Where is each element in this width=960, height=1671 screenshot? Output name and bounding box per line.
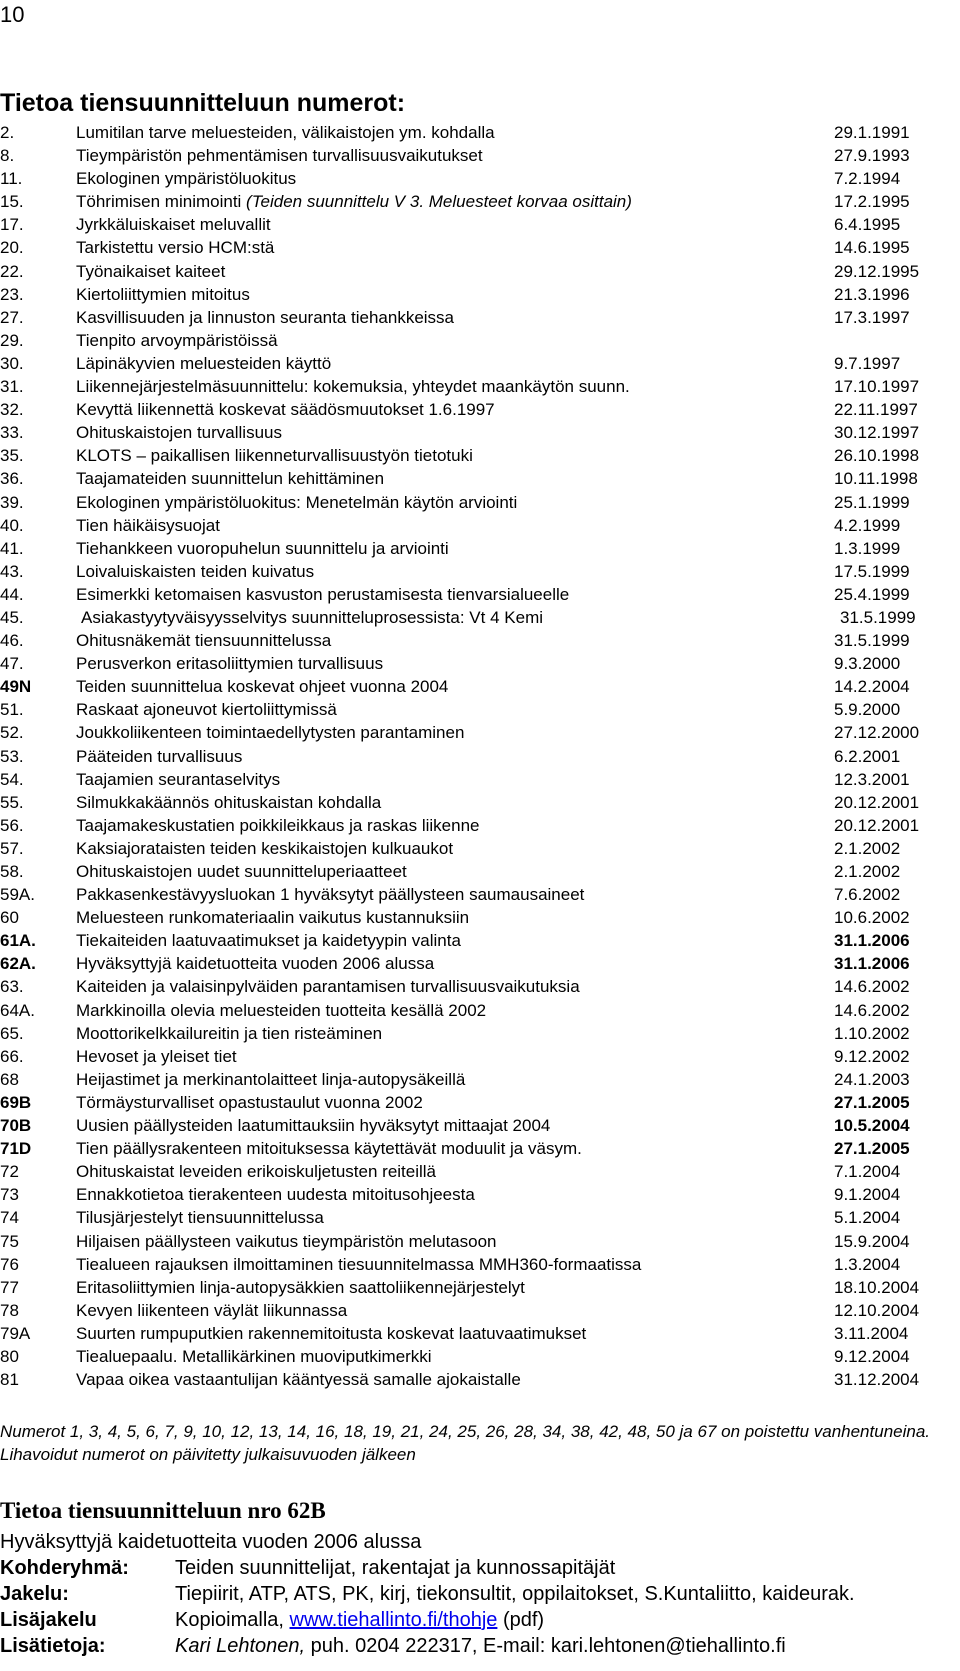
item-date: 27.1.2005 — [834, 1139, 910, 1159]
publication-info — [0, 1555, 960, 1659]
list-item — [0, 352, 960, 375]
list-item — [0, 444, 960, 467]
item-number: 58. — [0, 862, 24, 881]
list-item — [0, 283, 960, 306]
item-number: 2. — [0, 123, 15, 142]
list-item — [0, 1022, 960, 1045]
item-date: 5.9.2000 — [834, 700, 901, 720]
lisajakelu-prefix: Kopioimalla, — [175, 1609, 290, 1631]
item-date: 17.2.1995 — [834, 192, 910, 212]
item-date: 30.12.1997 — [834, 423, 920, 443]
item-title: Loivaluiskaisten teiden kuivatus — [76, 561, 315, 581]
item-title: Taajamien seurantaselvitys — [76, 769, 281, 789]
item-number: 20. — [0, 238, 24, 258]
item-number: 76 — [0, 1254, 19, 1274]
item-number: 73 — [0, 1185, 19, 1205]
list-item — [0, 190, 960, 213]
list-item — [0, 860, 960, 883]
item-number: 70B — [0, 1116, 32, 1136]
item-date: 10.11.1998 — [834, 469, 918, 489]
list-item — [0, 1068, 960, 1091]
list-item — [0, 837, 960, 860]
item-number: 8. — [0, 146, 15, 166]
item-date: 20.12.2001 — [834, 815, 920, 835]
item-title: Tiealueen rajauksen ilmoittaminen tiesuunnitelmassa MMH360-formaatissa — [76, 1254, 642, 1274]
list-item — [0, 236, 960, 259]
item-number: 32. — [0, 400, 24, 420]
item-number: 69B — [0, 1092, 32, 1112]
list-item — [0, 675, 960, 698]
item-title: Suurten rumpuputkien rakennemitoitusta koskevat laatuvaatimukset — [76, 1323, 587, 1343]
list-item — [0, 1299, 960, 1322]
item-number: 41. — [0, 538, 24, 558]
list-item — [0, 329, 960, 352]
list-item — [0, 906, 960, 929]
item-title: Hevoset ja yleiset tiet — [76, 1046, 237, 1066]
item-title: Kiertoliittymien mitoitus — [76, 284, 250, 304]
item-number: 27. — [0, 307, 24, 327]
item-date: 12.3.2001 — [834, 769, 910, 789]
item-title: KLOTS – paikallisen liikenneturvallisuustyön tietotuki — [76, 446, 473, 466]
item-date: 9.3.2000 — [834, 654, 901, 674]
list-item — [0, 1368, 960, 1391]
item-title: Työnaikaiset kaiteet — [76, 261, 226, 281]
page-number: 10 — [0, 2, 25, 27]
item-number: 11. — [0, 169, 23, 189]
item-number: 47. — [0, 654, 24, 674]
item-number: 46. — [0, 631, 24, 651]
list-item — [0, 1183, 960, 1206]
item-title: Taajamakeskustatien poikkileikkaus ja raskas liikenne — [76, 815, 480, 835]
item-title: Raskaat ajoneuvot kiertoliittymissä — [76, 700, 337, 720]
item-date: 4.2.1999 — [834, 515, 901, 535]
item-title: Tien päällysrakenteen mitoituksessa käytettävät moduulit ja väsym. — [76, 1139, 582, 1159]
item-title-note: (Teiden suunnittelu V 3. Meluesteet korvaa osittain) — [241, 192, 632, 212]
item-date: 17.10.1997 — [834, 377, 920, 397]
info-row-jakelu — [0, 1581, 960, 1607]
item-date: 31.1.2006 — [834, 954, 910, 974]
item-title: Eritasoliittymien linja-autopysäkkien saattoliikennejärjestelyt — [76, 1277, 525, 1297]
item-title: Tieympäristön pehmentämisen turvallisuusvaikutukset — [76, 146, 483, 166]
list-item — [0, 537, 960, 560]
item-number: 31. — [0, 377, 24, 397]
item-title: Pakkasenkestävyysluokan 1 hyväksytyt päällysteen saumausaineet — [76, 885, 585, 905]
item-number: 75 — [0, 1231, 19, 1251]
item-date: 9.12.2004 — [834, 1346, 910, 1366]
list-item — [0, 1322, 960, 1345]
list-item — [0, 791, 960, 814]
item-date: 9.12.2002 — [834, 1046, 910, 1066]
item-number: 45. — [0, 607, 24, 627]
item-date: 15.9.2004 — [834, 1231, 910, 1251]
list-item — [0, 1206, 960, 1229]
list-item — [0, 883, 960, 906]
item-title: Meluesteen runkomateriaalin vaikutus kustannuksiin — [76, 908, 470, 928]
item-date: 31.1.2006 — [834, 931, 910, 951]
item-title: Tilusjärjestelyt tiensuunnittelussa — [76, 1208, 324, 1228]
item-number: 36. — [0, 469, 24, 489]
list-item — [0, 583, 960, 606]
item-date: 1.10.2002 — [834, 1023, 910, 1043]
item-date: 31.12.2004 — [834, 1370, 920, 1390]
item-title: Kaiteiden ja valaisinpylväiden parantamisen turvallisuusvaikutuksia — [76, 977, 580, 997]
list-item — [0, 814, 960, 837]
list-item — [0, 975, 960, 998]
list-item — [0, 1091, 960, 1114]
item-number: 49N — [0, 677, 32, 697]
item-date: 10.6.2002 — [834, 908, 910, 928]
item-title: Ennakkotietoa tierakenteen uudesta mitoitusohjeesta — [76, 1185, 475, 1205]
item-title: Teiden suunnittelua koskevat ohjeet vuonna 2004 — [76, 677, 449, 697]
item-date: 27.1.2005 — [834, 1092, 910, 1112]
info-row-lisajakelu — [0, 1607, 960, 1633]
jakelu-value: Tiepiirit, ATP, ATS, PK, kirj, tiekonsultit, oppilaitokset, S.Kuntaliitto, kaideurak. — [175, 1583, 855, 1605]
item-number: 57. — [0, 838, 24, 858]
item-number: 64A. — [0, 1000, 35, 1020]
info-row-lisatietoja — [0, 1633, 960, 1659]
item-number: 30. — [0, 353, 24, 373]
item-title: Tiealuepaalu. Metallikärkinen muoviputkimerkki — [76, 1346, 432, 1366]
item-title: Jyrkkäluiskaiset meluvallit — [76, 215, 271, 235]
item-date: 18.10.2004 — [834, 1277, 920, 1297]
item-date: 7.1.2004 — [834, 1162, 901, 1182]
lisajakelu-suffix: (pdf) — [497, 1609, 545, 1631]
item-date: 6.2.2001 — [834, 746, 901, 766]
list-item — [0, 306, 960, 329]
lisajakelu-value — [175, 1607, 544, 1633]
publication-list — [0, 121, 960, 1391]
item-number: 63. — [0, 977, 24, 997]
list-item — [0, 421, 960, 444]
item-title: Pääteiden turvallisuus — [76, 746, 243, 766]
item-number: 53. — [0, 746, 24, 766]
item-title: Törmäysturvalliset opastustaulut vuonna 2002 — [76, 1092, 423, 1112]
list-item — [0, 398, 960, 421]
item-title: Esimerkki ketomaisen kasvuston perustamisesta tienvarsialueelle — [76, 584, 570, 604]
item-date: 22.11.1997 — [834, 400, 918, 420]
item-date: 7.6.2002 — [834, 885, 901, 905]
item-number: 62A. — [0, 954, 36, 974]
item-title: Tien häikäisysuojat — [76, 515, 220, 535]
item-title: Perusverkon eritasoliittymien turvallisuus — [76, 654, 384, 674]
item-number: 72 — [0, 1162, 19, 1182]
item-date: 3.11.2004 — [834, 1323, 909, 1343]
list-item — [0, 745, 960, 768]
item-date: 25.1.1999 — [834, 492, 910, 512]
list-item — [0, 929, 960, 952]
item-date: 17.3.1997 — [834, 307, 910, 327]
item-date: 24.1.2003 — [834, 1069, 910, 1089]
kohderyhma-value: Teiden suunnittelijat, rakentajat ja kunnossapitäjät — [175, 1557, 616, 1579]
list-item — [0, 999, 960, 1022]
item-title: Tienpito arvoympäristöissä — [76, 330, 278, 350]
item-number: 17. — [0, 215, 24, 235]
item-date: 2.1.2002 — [834, 838, 901, 858]
info-row-kohderyhma — [0, 1555, 960, 1581]
item-number: 23. — [0, 284, 24, 304]
item-date: 27.9.1993 — [834, 146, 910, 166]
item-title: Hiljaisen päällysteen vaikutus tieympäristön melutasoon — [76, 1231, 497, 1251]
item-date: 12.10.2004 — [834, 1300, 920, 1320]
item-date: 17.5.1999 — [834, 561, 910, 581]
item-date: 5.1.2004 — [834, 1208, 901, 1228]
item-title: Kevyttä liikennettä koskevat säädösmuutokset 1.6.1997 — [76, 400, 495, 420]
item-number: 22. — [0, 261, 24, 281]
item-number: 51. — [0, 700, 24, 720]
item-title: Ohituskaistojen uudet suunnitteluperiaatteet — [76, 862, 407, 881]
item-date: 1.3.1999 — [834, 538, 901, 558]
list-item — [0, 167, 960, 190]
item-number: 79A — [0, 1323, 31, 1343]
item-date: 14.6.2002 — [834, 977, 910, 997]
item-number: 35. — [0, 446, 24, 466]
item-title: Joukkoliikenteen toimintaedellytysten parantaminen — [76, 723, 465, 743]
contact-name: Kari Lehtonen, — [175, 1635, 306, 1657]
item-number: 61A. — [0, 931, 36, 951]
item-number: 59A. — [0, 885, 35, 905]
item-date: 21.3.1996 — [834, 284, 910, 304]
item-date: 14.6.1995 — [834, 238, 910, 258]
jakelu-label: Jakelu: — [0, 1583, 69, 1605]
item-title: Ekologinen ympäristöluokitus — [76, 169, 297, 189]
item-number: 66. — [0, 1046, 24, 1066]
item-number: 40. — [0, 515, 24, 535]
item-date: 31.5.1999 — [834, 631, 910, 651]
item-date: 27.12.2000 — [834, 723, 920, 743]
item-number: 29. — [0, 330, 24, 350]
item-date: 9.7.1997 — [834, 353, 901, 373]
list-item — [0, 629, 960, 652]
item-number: 81 — [0, 1370, 19, 1390]
lisajakelu-label: Lisäjakelu — [0, 1609, 97, 1631]
item-title: Tarkistettu versio HCM:stä — [76, 238, 275, 258]
item-number: 65. — [0, 1023, 24, 1043]
item-number: 77 — [0, 1277, 19, 1297]
item-title: Kaksiajorataisten teiden keskikaistojen kulkuaukot — [76, 838, 454, 858]
item-date: 20.12.2001 — [834, 792, 920, 812]
item-number: 39. — [0, 492, 24, 512]
list-item — [0, 606, 960, 629]
item-number: 80 — [0, 1346, 19, 1366]
list-item — [0, 514, 960, 537]
list-item — [0, 213, 960, 236]
removed-numbers-note: Numerot 1, 3, 4, 5, 6, 7, 9, 10, 12, 13, 14, 16, 18, 19, 21, 24, 25, 26, 28, 34, 38, 42, 48, 50 ja 67 on poistettu vanhentuneina. Lihavoidut numerot on päivitetty julkaisuvuoden jälkeen — [0, 1422, 931, 1464]
list-item — [0, 467, 960, 490]
list-item — [0, 1160, 960, 1183]
list-item — [0, 1045, 960, 1068]
list-item — [0, 952, 960, 975]
item-title: Tiehankkeen vuoropuhelun suunnittelu ja arviointi — [76, 538, 449, 558]
thohje-link[interactable]: www.tiehallinto.fi/thohje — [289, 1609, 498, 1631]
item-title: Tiekaiteiden laatuvaatimukset ja kaidetyypin valinta — [76, 931, 461, 951]
list-item — [0, 491, 960, 514]
list-item — [0, 144, 960, 167]
item-title: Ohitusnäkemät tiensuunnittelussa — [76, 631, 332, 651]
item-date: 29.1.1991 — [834, 123, 910, 142]
list-item — [0, 768, 960, 791]
item-title: Lumitilan tarve meluesteiden, välikaistojen ym. kohdalla — [76, 123, 495, 142]
list-item — [0, 1253, 960, 1276]
list-item — [0, 1345, 960, 1368]
item-title: Läpinäkyvien meluesteiden käyttö — [76, 353, 332, 373]
item-title: Vapaa oikea vastaantulijan kääntyessä samalle ajokaistalle — [76, 1370, 521, 1390]
item-number: 60 — [0, 908, 19, 928]
item-date: 25.4.1999 — [834, 584, 910, 604]
item-title: Moottorikelkkailureitin ja tien risteäminen — [76, 1023, 383, 1043]
item-title: Markkinoilla olevia meluesteiden tuotteita kesällä 2002 — [76, 1000, 487, 1020]
item-title: Ekologinen ympäristöluokitus: Menetelmän käytön arviointi — [76, 492, 518, 512]
list-heading: Tietoa tiensuunnitteluun numerot: — [0, 89, 406, 117]
list-item — [0, 1137, 960, 1160]
item-title-main: Töhrimisen minimointi — [76, 192, 242, 212]
item-title: Hyväksyttyjä kaidetuotteita vuoden 2006 alussa — [76, 954, 435, 974]
item-number: 52. — [0, 723, 24, 743]
item-date: 2.1.2002 — [834, 862, 901, 881]
item-number: 54. — [0, 769, 24, 789]
item-date: 9.1.2004 — [834, 1185, 901, 1205]
item-number: 71D — [0, 1139, 32, 1159]
item-number: 43. — [0, 561, 24, 581]
list-item — [0, 652, 960, 675]
item-number: 33. — [0, 423, 24, 443]
item-number: 56. — [0, 815, 24, 835]
lisatietoja-label: Lisätietoja: — [0, 1635, 106, 1657]
item-number: 15. — [0, 192, 24, 212]
list-item — [0, 121, 960, 144]
item-date: 29.12.1995 — [834, 261, 920, 281]
item-title: Asiakastyytyväisyysselvitys suunnitteluprosessista: Vt 4 Kemi — [81, 607, 544, 627]
item-title: Ohituskaistat leveiden erikoiskuljetusten reiteillä — [76, 1162, 437, 1182]
item-date: 1.3.2004 — [834, 1254, 901, 1274]
item-title: Liikennejärjestelmäsuunnittelu: kokemuksia, yhteydet maankäytön suunn. — [76, 377, 630, 397]
list-item — [0, 1114, 960, 1137]
list-item — [0, 560, 960, 583]
item-title — [76, 190, 632, 213]
item-number: 74 — [0, 1208, 19, 1228]
item-title: Heijastimet ja merkinantolaitteet linja-autopysäkeillä — [76, 1069, 466, 1089]
item-date: 31.5.1999 — [840, 607, 916, 627]
list-item — [0, 721, 960, 744]
item-title: Silmukkakäännös ohituskaistan kohdalla — [76, 792, 382, 812]
item-number: 44. — [0, 584, 24, 604]
item-date: 6.4.1995 — [834, 215, 901, 235]
list-item — [0, 1276, 960, 1299]
item-number: 68 — [0, 1069, 19, 1089]
item-number: 55. — [0, 792, 24, 812]
kohderyhma-label: Kohderyhmä: — [0, 1557, 129, 1579]
item-date: 26.10.1998 — [834, 446, 920, 466]
item-title: Uusien päällysteiden laatumittauksiin hyväksytyt mittaajat 2004 — [76, 1116, 551, 1136]
item-title: Taajamateiden suunnittelun kehittäminen — [76, 469, 385, 489]
item-title: Kevyen liikenteen väylät liikunnassa — [76, 1300, 348, 1320]
item-date: 7.2.1994 — [834, 169, 901, 189]
item-title: Ohituskaistojen turvallisuus — [76, 423, 282, 443]
item-title: Kasvillisuuden ja linnuston seuranta tiehankkeissa — [76, 307, 455, 327]
item-date: 14.6.2002 — [834, 1000, 910, 1020]
list-item — [0, 698, 960, 721]
list-item — [0, 1230, 960, 1253]
publication-title: Tietoa tiensuunnitteluun nro 62B — [0, 1498, 326, 1523]
lisatietoja-value — [175, 1633, 786, 1659]
item-date: 14.2.2004 — [834, 677, 910, 697]
item-date: 10.5.2004 — [834, 1116, 910, 1136]
item-number: 78 — [0, 1300, 19, 1320]
publication-subtitle: Hyväksyttyjä kaidetuotteita vuoden 2006 alussa — [0, 1531, 422, 1553]
list-item — [0, 260, 960, 283]
list-item — [0, 375, 960, 398]
contact-details: puh. 0204 222317, E-mail: kari.lehtonen@tiehallinto.fi — [305, 1635, 786, 1657]
